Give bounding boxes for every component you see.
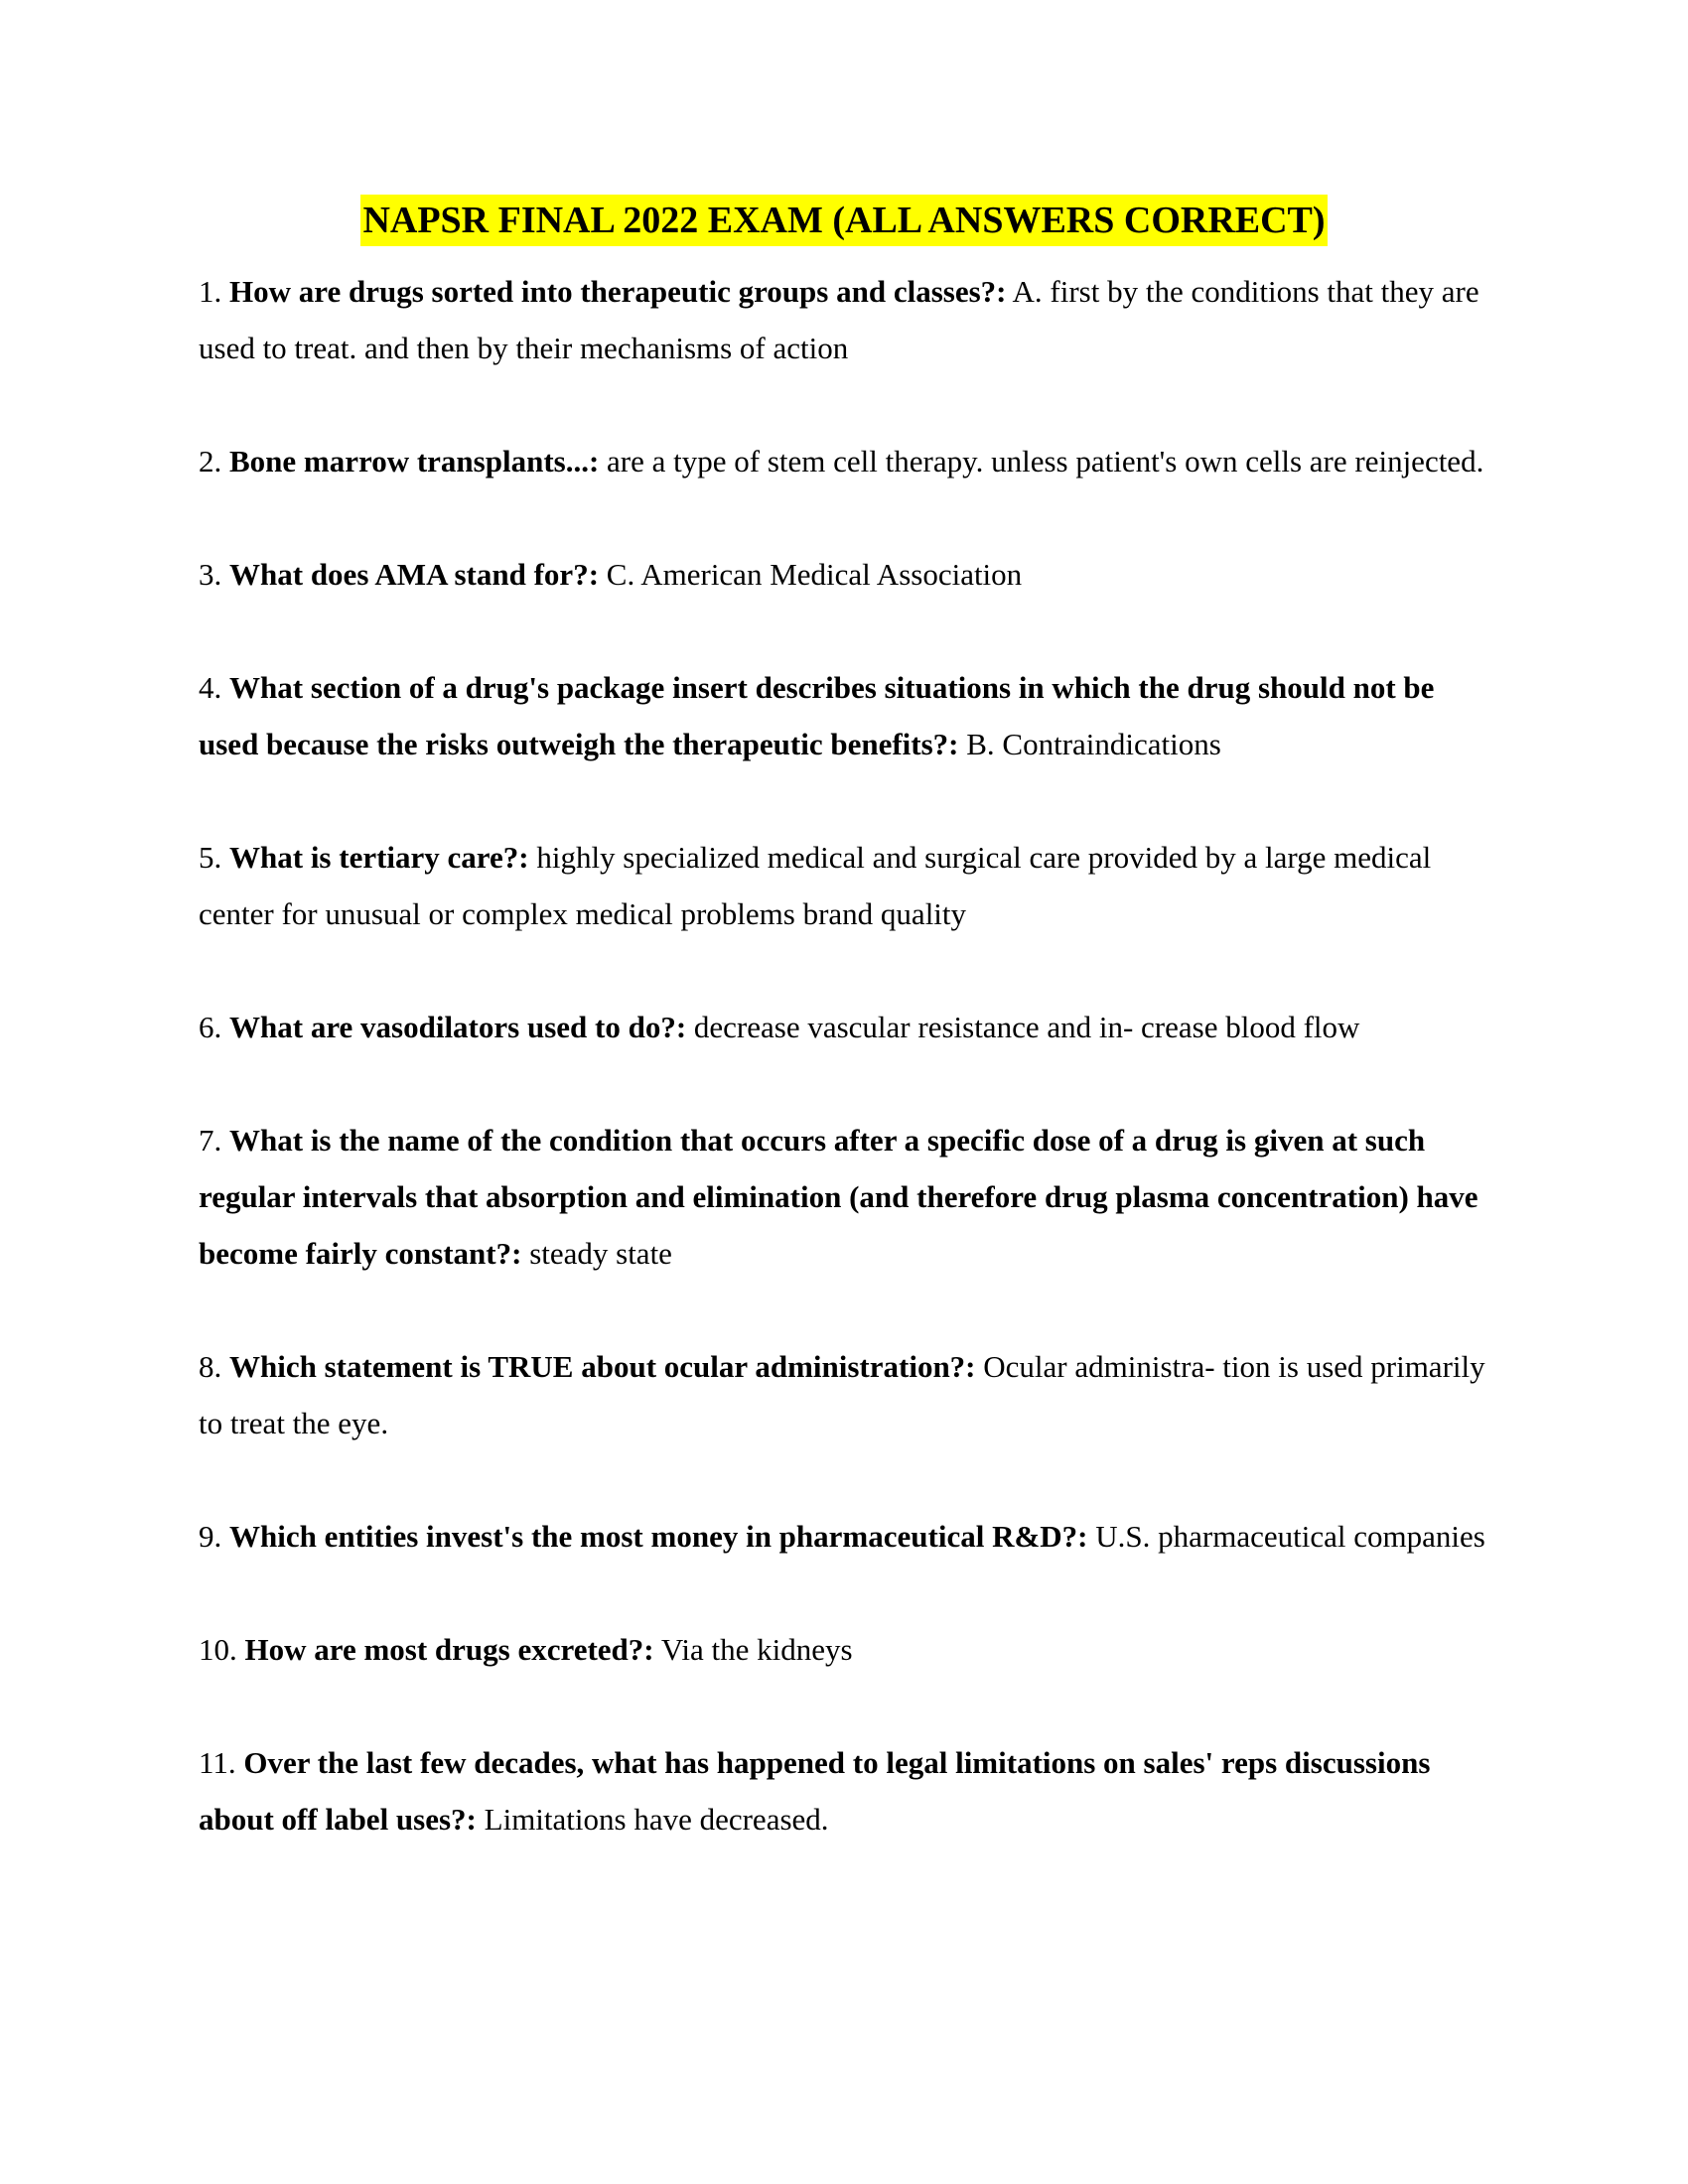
qa-question: Which statement is TRUE about ocular administration?: (229, 1349, 976, 1384)
qa-item-8 (199, 1338, 1489, 1451)
document-title: NAPSR FINAL 2022 EXAM (ALL ANSWERS CORRECT) (360, 195, 1327, 246)
qa-item-1 (199, 263, 1489, 376)
qa-number: 1. (199, 274, 222, 309)
title-wrap (0, 195, 1688, 246)
qa-number: 4. (199, 670, 222, 705)
qa-question: Bone marrow transplants...: (229, 444, 600, 478)
qa-question: What is tertiary care?: (229, 840, 529, 875)
qa-answer: steady state (529, 1236, 672, 1271)
qa-answer: B. Contraindications (966, 727, 1221, 761)
qa-answer: U.S. pharmaceutical companies (1095, 1519, 1485, 1554)
qa-question: Over the last few decades, what has happened to legal limitations on sales' reps discussions about off label uses?: (199, 1745, 1431, 1837)
qa-item-5 (199, 829, 1489, 942)
qa-answer: Via the kidneys (660, 1632, 853, 1667)
qa-answer: are a type of stem cell therapy. unless patient's own cells are reinjected. (607, 444, 1484, 478)
qa-item-9 (199, 1508, 1489, 1565)
qa-number: 5. (199, 840, 222, 875)
qa-question: What is the name of the condition that occurs after a specific dose of a drug is given at such regular intervals that absorption and elimination (and therefore drug plasma concentration) have become fairly constant?: (199, 1123, 1478, 1271)
qa-item-11 (199, 1734, 1489, 1847)
qa-number: 8. (199, 1349, 222, 1384)
qa-question: What does AMA stand for?: (229, 557, 600, 592)
qa-item-7 (199, 1112, 1489, 1282)
qa-number: 6. (199, 1010, 222, 1044)
qa-answer: A. first by the conditions that they are used to treat. and then by their mechanisms of action (199, 274, 1479, 365)
qa-question: How are most drugs excreted?: (244, 1632, 654, 1667)
qa-answer: decrease vascular resistance and in- crease blood flow (693, 1010, 1360, 1044)
qa-item-4 (199, 659, 1489, 772)
qa-answer: Ocular administra- tion is used primarily to treat the eye. (199, 1349, 1485, 1440)
qa-question: Which entities invest's the most money in pharmaceutical R&D?: (229, 1519, 1088, 1554)
qa-item-6 (199, 999, 1489, 1055)
qa-question: How are drugs sorted into therapeutic groups and classes?: (229, 274, 1007, 309)
qa-number: 11. (199, 1745, 236, 1780)
qa-number: 9. (199, 1519, 222, 1554)
qa-item-3 (199, 546, 1489, 603)
qa-question: What are vasodilators used to do?: (229, 1010, 687, 1044)
qa-answer: highly specialized medical and surgical care provided by a large medical center for unusual or complex medical problems brand quality (199, 840, 1432, 931)
qa-list (199, 263, 1489, 1904)
qa-item-2 (199, 433, 1489, 489)
qa-answer: C. American Medical Association (606, 557, 1023, 592)
qa-item-10 (199, 1621, 1489, 1678)
qa-question: What section of a drug's package insert describes situations in which the drug should not be used because the risks outweigh the therapeutic benefits?: (199, 670, 1435, 761)
qa-answer: Limitations have decreased. (484, 1802, 829, 1837)
qa-number: 3. (199, 557, 222, 592)
qa-number: 10. (199, 1632, 237, 1667)
qa-number: 7. (199, 1123, 222, 1158)
qa-number: 2. (199, 444, 222, 478)
